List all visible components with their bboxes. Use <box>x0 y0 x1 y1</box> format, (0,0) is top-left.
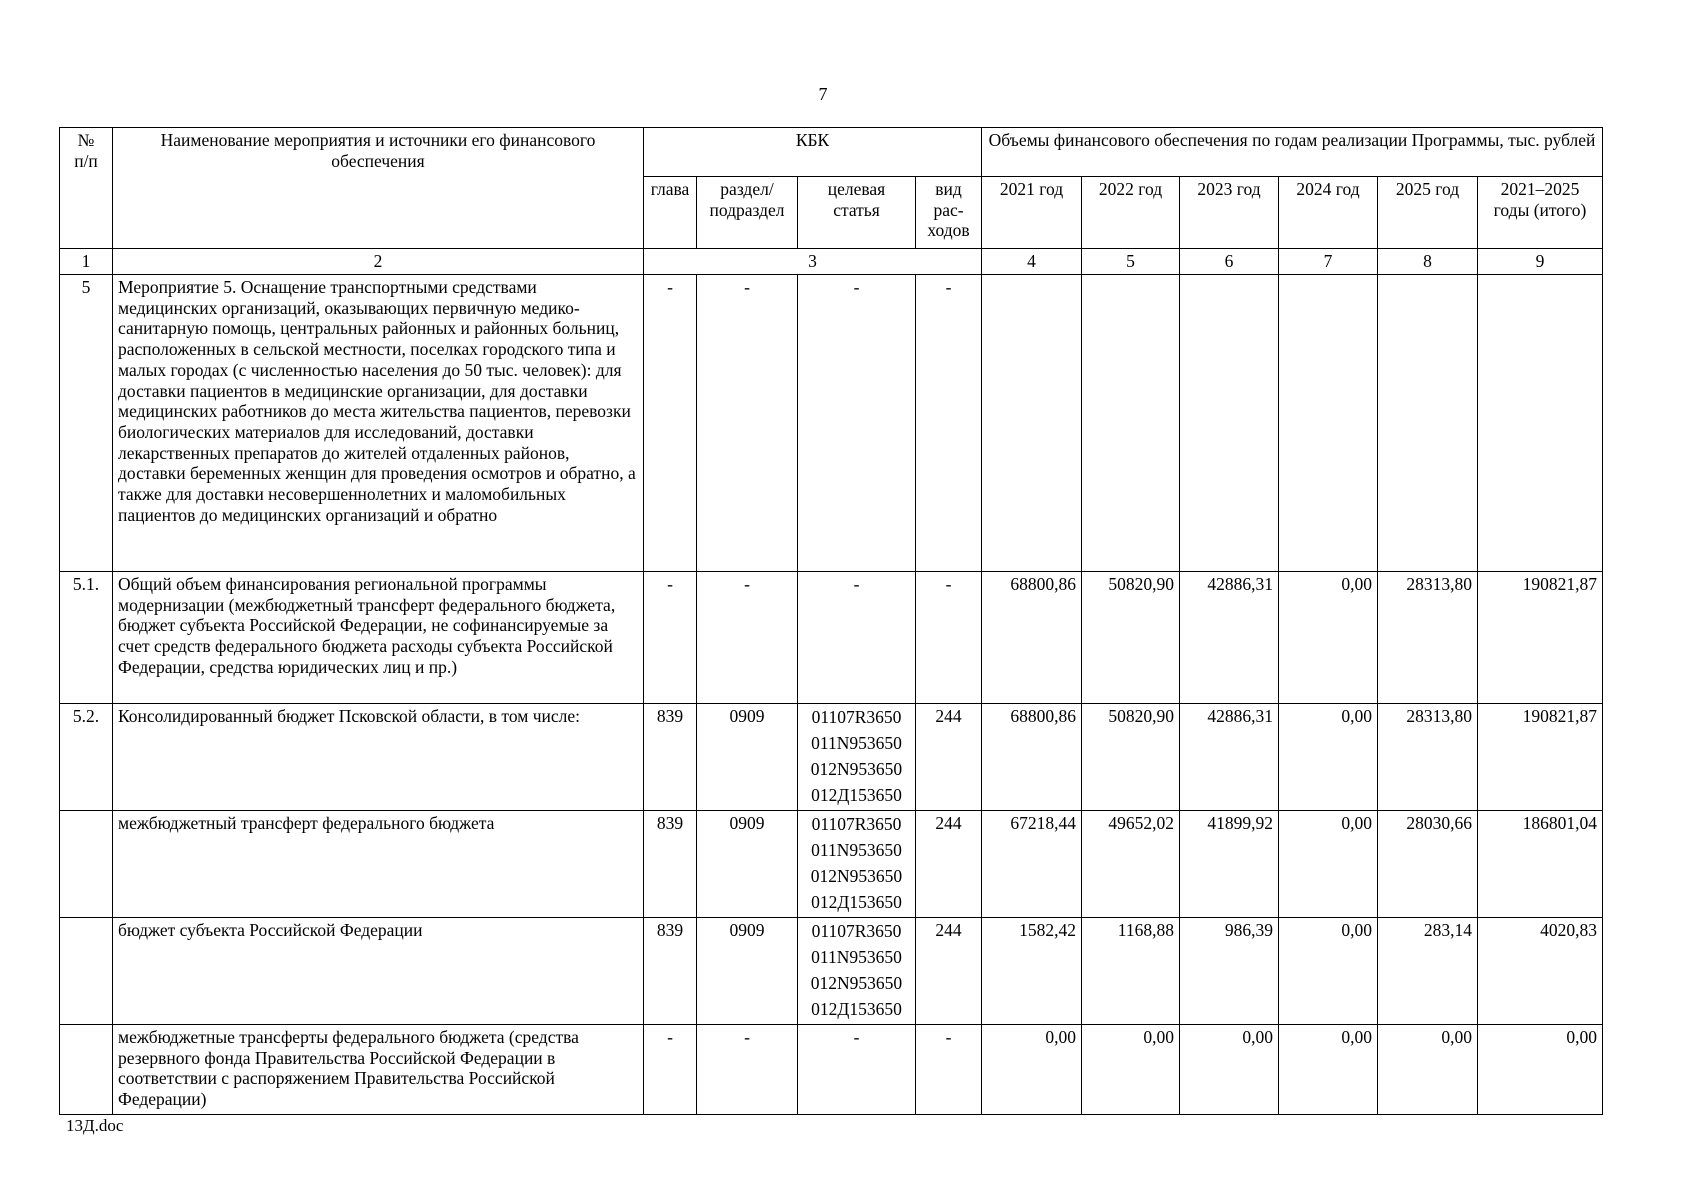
row-2025: 28313,80 <box>1378 704 1478 811</box>
row-total: 0,00 <box>1478 1025 1603 1115</box>
header-name: Наименование мероприятия и источники его финансового обеспечения <box>113 128 644 249</box>
row-2025: 0,00 <box>1378 1025 1478 1115</box>
row-2025 <box>1378 275 1478 572</box>
footer-filename: 13Д.doc <box>66 1116 124 1135</box>
row-2022: 49652,02 <box>1082 811 1180 918</box>
header-2021: 2021 год <box>982 177 1082 249</box>
row-2023: 42886,31 <box>1180 704 1279 811</box>
row-glava: 839 <box>644 704 697 811</box>
col-number: 9 <box>1478 249 1603 275</box>
row-glava: - <box>644 275 697 572</box>
row-vid: 244 <box>916 704 982 811</box>
row-razdel: 0909 <box>697 811 798 918</box>
row-2021: 0,00 <box>982 1025 1082 1115</box>
row-num: 5.2. <box>60 704 113 811</box>
row-vid: 244 <box>916 811 982 918</box>
row-num: 5 <box>60 275 113 572</box>
row-2023 <box>1180 275 1279 572</box>
row-celevaya: - <box>798 572 916 704</box>
target-code: 011N953650 <box>811 733 902 753</box>
row-2025: 283,14 <box>1378 918 1478 1025</box>
row-razdel: - <box>697 1025 798 1115</box>
header-celevaya: целевая статья <box>798 177 916 249</box>
col-number: 5 <box>1082 249 1180 275</box>
target-code: 011N953650 <box>811 840 902 860</box>
row-2022: 50820,90 <box>1082 572 1180 704</box>
col-number: 2 <box>113 249 644 275</box>
row-2021: 1582,42 <box>982 918 1082 1025</box>
row-name: бюджет субъекта Российской Федерации <box>113 918 644 1025</box>
row-vid: - <box>916 275 982 572</box>
row-2024: 0,00 <box>1279 811 1378 918</box>
row-celevaya <box>798 811 916 918</box>
target-code: 012Д153650 <box>811 785 902 805</box>
row-razdel: - <box>697 572 798 704</box>
row-2022 <box>1082 275 1180 572</box>
row-razdel: 0909 <box>697 918 798 1025</box>
row-name: Общий объем финансирования региональной программы модернизации (межбюджетный трансферт федерального бюджета, бюджет субъекта Российской Федерации, не софинансируемые за счет средств федерального бюджета расходы субъекта Российской Федерации, средства юридических лиц и пр.) <box>113 572 644 704</box>
row-2024: 0,00 <box>1279 1025 1378 1115</box>
header-total: 2021–2025 годы (итого) <box>1478 177 1603 249</box>
target-code: 01107R3650 <box>811 814 902 834</box>
row-2022: 50820,90 <box>1082 704 1180 811</box>
row-num <box>60 1025 113 1115</box>
row-2023: 0,00 <box>1180 1025 1279 1115</box>
row-celevaya: - <box>798 1025 916 1115</box>
target-code: 012N953650 <box>810 866 903 886</box>
header-volumes: Объемы финансового обеспечения по годам реализации Программы, тыс. рублей <box>982 128 1603 177</box>
header-glava: глава <box>644 177 697 249</box>
header-2023: 2023 год <box>1180 177 1279 249</box>
target-code: 012Д153650 <box>811 999 902 1019</box>
header-num: № п/п <box>60 128 113 249</box>
col-number: 8 <box>1378 249 1478 275</box>
row-glava: - <box>644 572 697 704</box>
header-kbk: КБК <box>644 128 982 177</box>
target-code: 01107R3650 <box>811 921 902 941</box>
header-2022: 2022 год <box>1082 177 1180 249</box>
row-glava: - <box>644 1025 697 1115</box>
row-2021: 68800,86 <box>982 704 1082 811</box>
row-2022: 0,00 <box>1082 1025 1180 1115</box>
target-code: 01107R3650 <box>811 707 902 727</box>
row-vid: - <box>916 1025 982 1115</box>
row-name: Мероприятие 5. Оснащение транспортными средствами медицинских организаций, оказывающих первичную медико-санитарную помощь, центральных районных и районных больниц, расположенных в сельской местности, поселках городского типа и малых городах (с численностью населения до 50 тыс. человек): для доставки пациентов в медицинские организации, для доставки медицинских работников до места жительства пациентов, перевозки биологических материалов для исследований, доставки лекарственных препаратов до жителей отдаленных районов, доставки беременных женщин для проведения осмотров и обратно, а также для доставки несовершеннолетних и маломобильных пациентов до медицинских организаций и обратно <box>113 275 644 572</box>
row-num <box>60 918 113 1025</box>
row-2024 <box>1279 275 1378 572</box>
column-number-row <box>60 249 1603 275</box>
col-number: 6 <box>1180 249 1279 275</box>
row-2024: 0,00 <box>1279 704 1378 811</box>
table-row <box>60 1025 1603 1115</box>
table-row <box>60 275 1603 572</box>
target-code: 011N953650 <box>811 947 902 967</box>
row-celevaya <box>798 704 916 811</box>
col-number: 7 <box>1279 249 1378 275</box>
header-row-1 <box>60 128 1603 177</box>
row-2021: 67218,44 <box>982 811 1082 918</box>
row-total: 190821,87 <box>1478 704 1603 811</box>
row-glava: 839 <box>644 918 697 1025</box>
row-celevaya <box>798 918 916 1025</box>
target-code: 012Д153650 <box>811 892 902 912</box>
row-vid: 244 <box>916 918 982 1025</box>
row-total: 186801,04 <box>1478 811 1603 918</box>
header-vid: вид рас-ходов <box>916 177 982 249</box>
target-code: 012N953650 <box>810 759 903 779</box>
row-2021 <box>982 275 1082 572</box>
table-row <box>60 572 1603 704</box>
row-total <box>1478 275 1603 572</box>
header-2024: 2024 год <box>1279 177 1378 249</box>
table-row <box>60 811 1603 918</box>
row-2025: 28313,80 <box>1378 572 1478 704</box>
col-number: 3 <box>644 249 982 275</box>
row-2024: 0,00 <box>1279 918 1378 1025</box>
row-vid: - <box>916 572 982 704</box>
page-number: 7 <box>818 84 828 104</box>
row-2023: 42886,31 <box>1180 572 1279 704</box>
row-2023: 41899,92 <box>1180 811 1279 918</box>
table-row <box>60 918 1603 1025</box>
row-2025: 28030,66 <box>1378 811 1478 918</box>
col-number: 4 <box>982 249 1082 275</box>
row-num: 5.1. <box>60 572 113 704</box>
financing-table <box>59 127 1603 1115</box>
row-name: Консолидированный бюджет Псковской области, в том числе: <box>113 704 644 811</box>
header-2025: 2025 год <box>1378 177 1478 249</box>
row-glava: 839 <box>644 811 697 918</box>
row-razdel: 0909 <box>697 704 798 811</box>
row-2022: 1168,88 <box>1082 918 1180 1025</box>
row-total: 4020,83 <box>1478 918 1603 1025</box>
row-celevaya: - <box>798 275 916 572</box>
row-num <box>60 811 113 918</box>
row-name: межбюджетный трансферт федерального бюджета <box>113 811 644 918</box>
row-2023: 986,39 <box>1180 918 1279 1025</box>
row-2024: 0,00 <box>1279 572 1378 704</box>
col-number: 1 <box>60 249 113 275</box>
header-razdel: раздел/ подраздел <box>697 177 798 249</box>
row-2021: 68800,86 <box>982 572 1082 704</box>
row-razdel: - <box>697 275 798 572</box>
row-total: 190821,87 <box>1478 572 1603 704</box>
table-row <box>60 704 1603 811</box>
target-code: 012N953650 <box>810 973 903 993</box>
row-name: межбюджетные трансферты федерального бюджета (средства резервного фонда Правительства Российской Федерации в соответствии с распоряжением Правительства Российской Федерации) <box>113 1025 644 1115</box>
